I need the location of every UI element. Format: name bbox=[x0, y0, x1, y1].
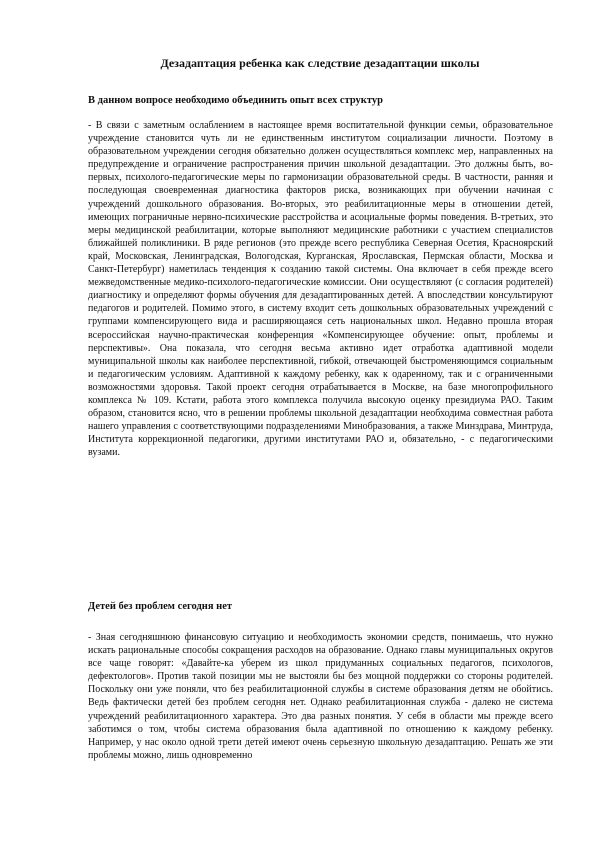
document-title: Дезадаптация ребенка как следствие дезадаптации школы bbox=[160, 56, 480, 70]
section-heading-2: Детей без проблем сегодня нет bbox=[88, 601, 233, 612]
section-paragraph-2: - Зная сегодняшнюю финансовую ситуацию и необходимость экономии средств, понимаешь, что нужно искать рациональные способы сокращения расходов на образование. Однако главы муниципальных округов все чаще говорят: «Давайте-ка уберем из школ придуманных социальных педагогов, психологов, дефектологов». Против такой позиции мы не выстояли бы без мощной поддержки со стороны родителей. Поскольку они уже поняли, что без реабилитационной службы в системе образования детям не обойтись. Ведь фактически детей без проблем сегодня нет. Однако реабилитационная служба - далеко не система учреждений реабилитационного характера. Это два разных понятия. У себя в области мы прежде всего заботимся о том, чтобы система образования была адаптивной по отношению к каждому ребенку. Например, у нас около одной трети детей имеют очень серьезную школьную дезадаптацию. Решать же эти проблемы можно, лишь одновременно bbox=[88, 632, 553, 761]
section-heading-1: В данном вопросе необходимо объединить опыт всех структур bbox=[88, 95, 383, 106]
section-paragraph-1: - В связи с заметным ослаблением в настоящее время воспитательной функции семьи, образовательное учреждение становится чуть ли не единственным институтом социализации личности. Поэтому в образовательном учреждении сегодня обязательно должен осуществляться комплекс мер, направленных на предупреждение и ограничение распространения причин школьной дезадаптации. Это должны быть, во-первых, психолого-педагогические меры по гармонизации образовательной среды. В частности, ранняя и последующая своевременная диагностика факторов риска, возникающих при обучении начиная с учреждений дошкольного образования. Во-вторых, это реабилитационные меры в отношении детей, имеющих пограничные нервно-психические расстройства и асоциальные формы поведения. В-третьих, это меры медицинской реабилитации, которые выполняют медицинские работники с участием специалистов ближайшей поликлиники. В ряде регионов (это прежде всего республика Северная Осетия, Красноярский край, Московская, Ленинградская, Вологодская, Курганская, Ярославская, Пермская области, Москва и Санкт-Петербург) наметилась тенденция к созданию такой системы. Она включает в себя прежде всего межведомственные медико-психолого-педагогические комиссии. Они осуществляют (с согласия родителей) диагностику и определяют формы обучения для дезадаптированных детей. А впоследствии консультируют педагогов и родителей. Помимо этого, в систему входит сеть дошкольных образовательных учреждений с группами компенсирующего вида и расширяющаяся сеть национальных школ. Недавно прошла вторая всероссийская научно-практическая конференция «Компенсирующее обучение: опыт, проблемы и перспективы». Она показала, что сегодня весьма активно идет отработка адаптивной модели муниципальной школы как наиболее перспективной, гибкой, отвечающей быстроменяющимся социальным и педагогическим условиям. Адаптивной к каждому ребенку, как к одаренному, так и с ограниченными возможностями здоровья. Такой проект сегодня отрабатывается в Москве, на базе многопрофильного комплекса № 109. Кстати, работа этого комплекса получила высокую оценку президиума РАО. Таким образом, становится ясно, что в решении проблемы школьной дезадаптации необходима совместная работа нашего управления с соответствующими подразделениями Минобразования, а также Минздрава, Минтруда, Института коррекционной педагогики, другими институтами РАО и, обязательно, - с педагогическими вузами. bbox=[88, 120, 553, 459]
